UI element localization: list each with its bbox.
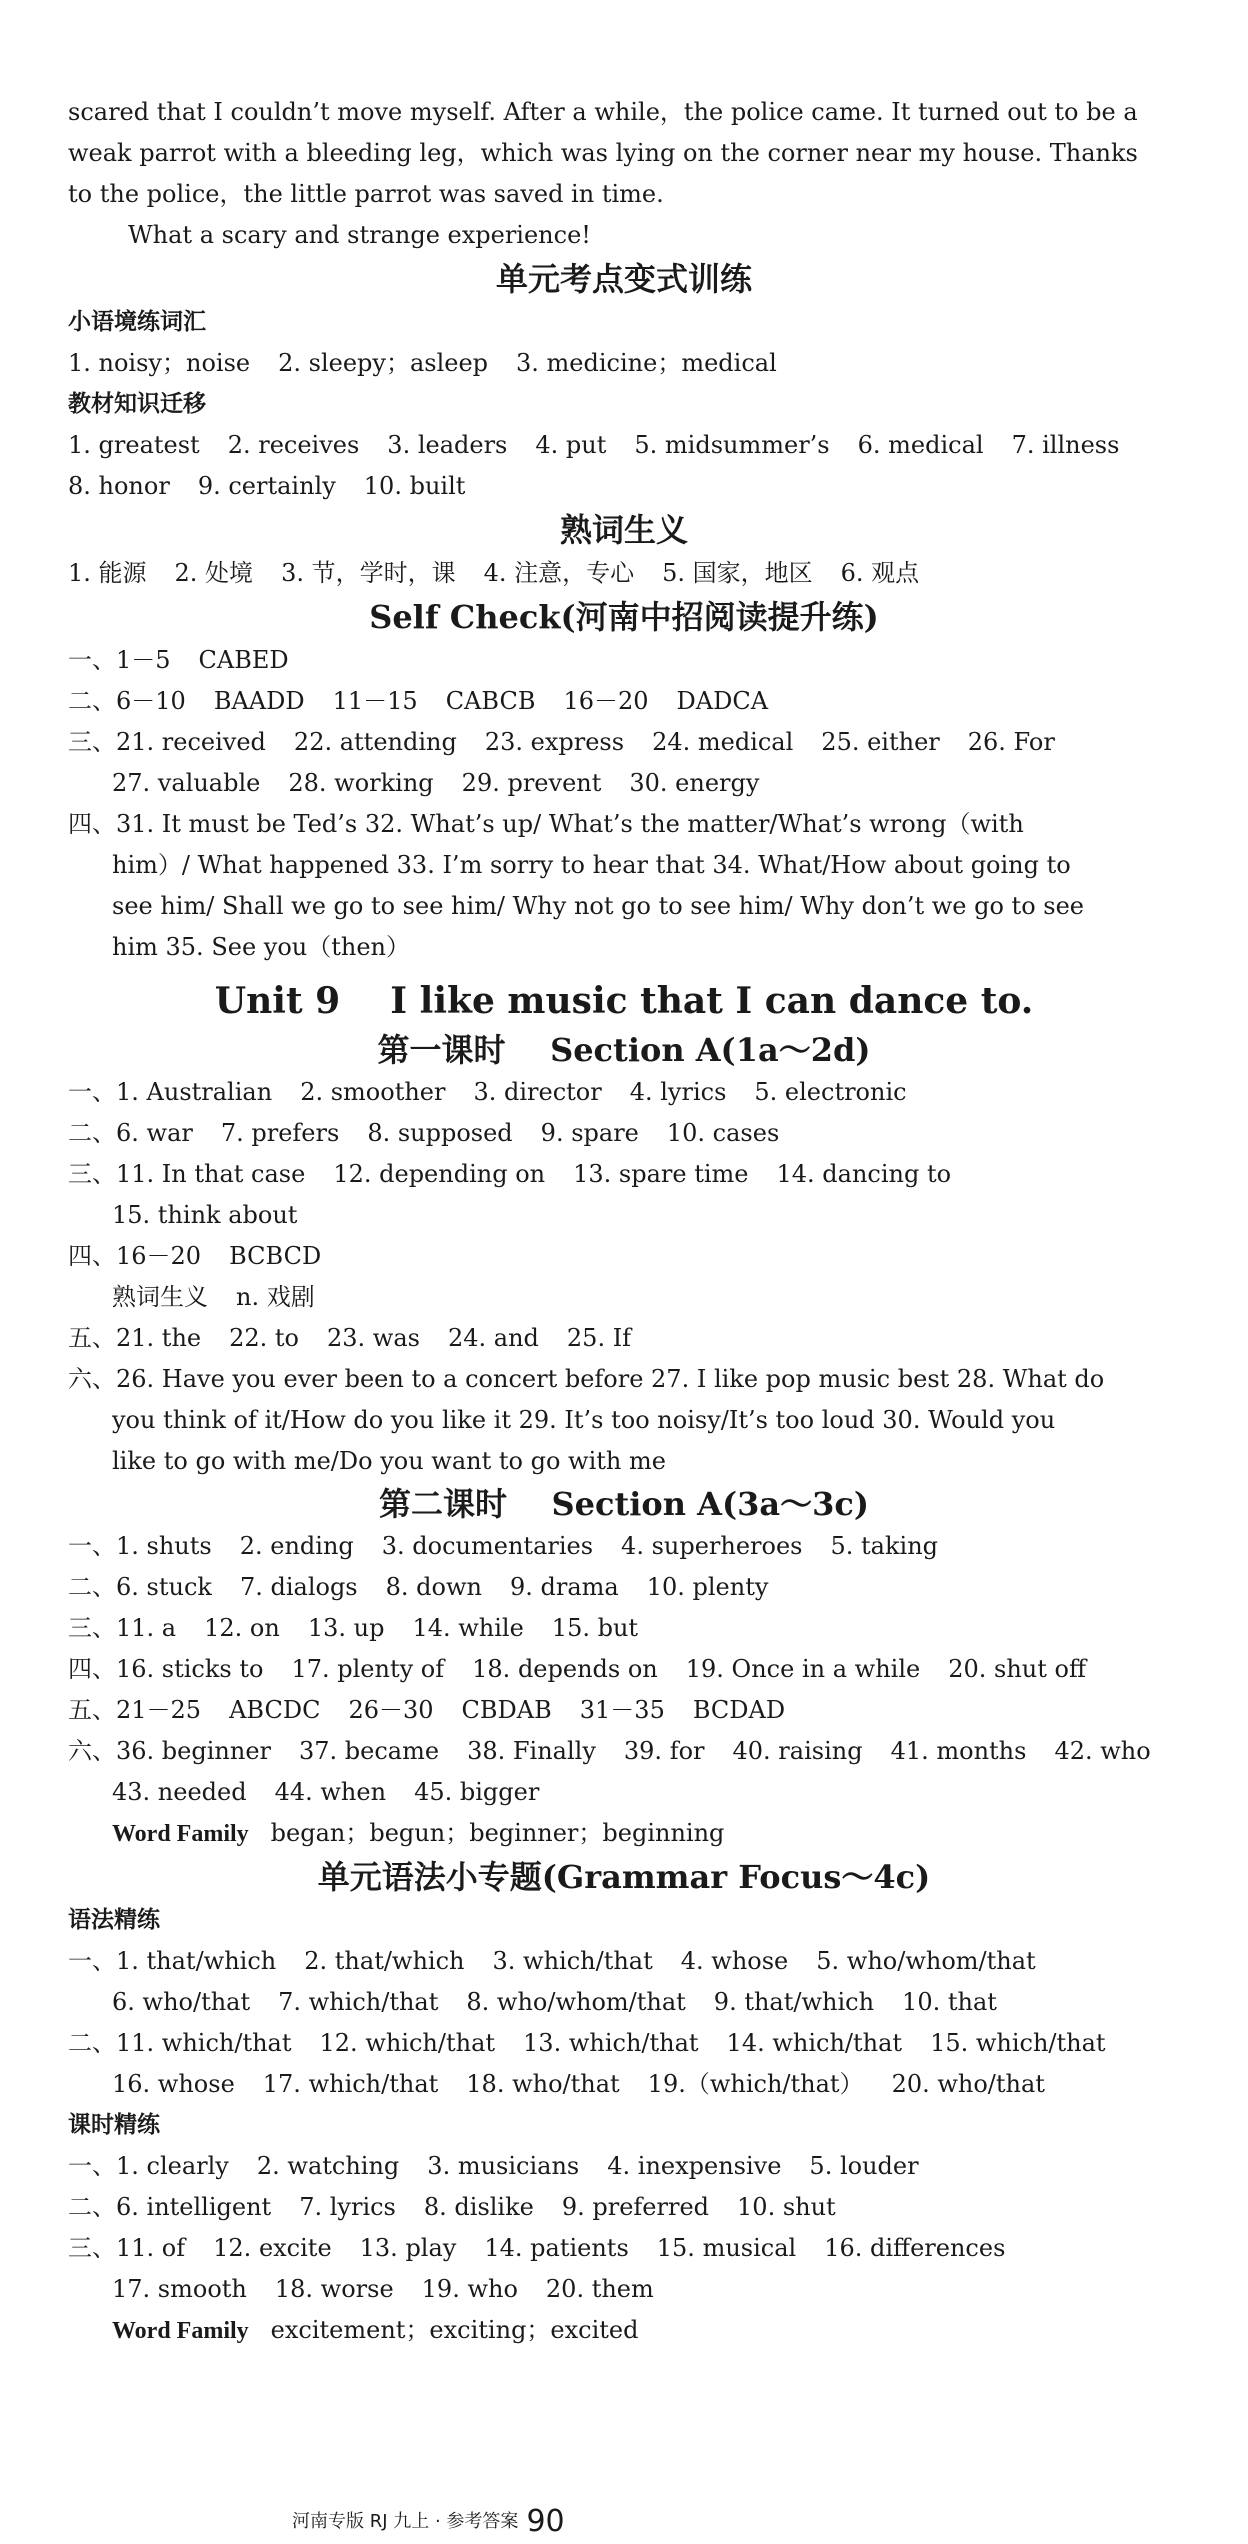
subheading: 语法精练 bbox=[68, 1907, 160, 1933]
answer-line bbox=[68, 763, 1180, 804]
answer-item: 44. when bbox=[274, 1778, 387, 1806]
answer-line: 四、31. It must be Ted’s 32. What’s up/ What’s the matter/What’s wrong（with bbox=[68, 810, 1024, 838]
answer-item: 5. taking bbox=[830, 1532, 939, 1560]
word-family-text: began；begun；beginner；beginning bbox=[270, 1819, 725, 1847]
answer-line bbox=[68, 2146, 1180, 2187]
answer-item: 18. who/that bbox=[466, 2070, 620, 2098]
answer-item: 8. who/whom/that bbox=[466, 1988, 686, 2016]
answer-line bbox=[68, 1154, 1180, 1195]
answer-line bbox=[68, 1649, 1180, 1690]
answer-line: him）/ What happened 33. I’m sorry to hear that 34. What/How about going to bbox=[112, 851, 1071, 879]
answer-item: 18. worse bbox=[274, 2275, 394, 2303]
answer-item: 23. was bbox=[327, 1324, 420, 1352]
answer-item: 2. sleepy；asleep bbox=[278, 349, 489, 377]
answer-item: 5. electronic bbox=[754, 1078, 907, 1106]
answer-item: 1. greatest bbox=[68, 431, 200, 459]
answer-item: 13. which/that bbox=[523, 2029, 699, 2057]
lesson-title: 第二课时 Section A(3a～3c) bbox=[378, 1485, 870, 1523]
answer-item: 22. attending bbox=[293, 728, 457, 756]
answer-line bbox=[68, 1567, 1180, 1608]
section-title-self-check: Self Check(河南中招阅读提升练) bbox=[369, 598, 879, 636]
answer-item: 10. built bbox=[363, 472, 466, 500]
word-family-line bbox=[68, 1813, 1180, 1854]
answer-item: 9. drama bbox=[509, 1573, 619, 1601]
answer-item: 38. Finally bbox=[467, 1737, 596, 1765]
answer-item: 五、21－25 bbox=[68, 1696, 202, 1724]
subheading: 小语境练词汇 bbox=[68, 309, 206, 335]
word-family-text: excitement；exciting；excited bbox=[270, 2316, 639, 2344]
answer-item: 13. up bbox=[307, 1614, 385, 1642]
answer-item: 45. bigger bbox=[414, 1778, 540, 1806]
answer-item: 31－35 bbox=[579, 1696, 665, 1724]
answer-item: BAADD bbox=[213, 687, 305, 715]
answer-item: 19. who bbox=[421, 2275, 518, 2303]
answer-line bbox=[68, 2064, 1180, 2105]
answer-item: 4. superheroes bbox=[621, 1532, 803, 1560]
answer-item: 8. dislike bbox=[423, 2193, 534, 2221]
answer-item: 3. medicine；medical bbox=[516, 349, 777, 377]
answer-line: 15. think about bbox=[112, 1201, 298, 1229]
answer-item: 7. dialogs bbox=[239, 1573, 358, 1601]
answer-item: 37. became bbox=[299, 1737, 440, 1765]
answer-item: 一、1. that/which bbox=[68, 1947, 277, 1975]
answer-item: BCBCD bbox=[229, 1242, 322, 1270]
answer-item: 10. plenty bbox=[646, 1573, 769, 1601]
word-family-line bbox=[68, 2310, 1180, 2351]
answer-item: 二、6. intelligent bbox=[68, 2193, 272, 2221]
intro-line: to the police，the little parrot was saved in time. bbox=[68, 180, 664, 208]
answer-item: 25. either bbox=[821, 728, 940, 756]
answer-item: 二、11. which/that bbox=[68, 2029, 292, 2057]
answer-item: 14. dancing to bbox=[776, 1160, 952, 1188]
answer-item: 15. musical bbox=[656, 2234, 797, 2262]
answer-item: 18. depends on bbox=[472, 1655, 658, 1683]
answer-line: like to go with me/Do you want to go with me bbox=[112, 1447, 666, 1475]
answer-item: 8. supposed bbox=[367, 1119, 513, 1147]
answer-item: 16. differences bbox=[824, 2234, 1006, 2262]
answer-line bbox=[68, 1731, 1180, 1772]
answer-item: 2. that/which bbox=[304, 1947, 465, 1975]
answer-item: 2. receives bbox=[227, 431, 360, 459]
answer-line: you think of it/How do you like it 29. It’s too noisy/It’s too loud 30. Would you bbox=[112, 1406, 1056, 1434]
answer-item: 28. working bbox=[288, 769, 434, 797]
answer-line bbox=[68, 1236, 1180, 1277]
answer-item: 27. valuable bbox=[112, 769, 261, 797]
answer-item: CABCB bbox=[445, 687, 536, 715]
answer-item: 23. express bbox=[484, 728, 625, 756]
answer-item: DADCA bbox=[676, 687, 769, 715]
answer-item: 2. smoother bbox=[300, 1078, 446, 1106]
answer-item: 3. leaders bbox=[387, 431, 508, 459]
answer-line: see him/ Shall we go to see him/ Why not go to see him/ Why don’t we go to see bbox=[112, 892, 1084, 920]
intro-line: What a scary and strange experience! bbox=[128, 221, 591, 249]
answer-item: 4. put bbox=[535, 431, 607, 459]
answer-item: 16－20 bbox=[563, 687, 649, 715]
word-family-label: Word Family bbox=[112, 2318, 249, 2344]
answer-item: 17. which/that bbox=[262, 2070, 439, 2098]
answer-item: 42. who bbox=[1054, 1737, 1151, 1765]
lesson-title: 第一课时 Section A(1a～2d) bbox=[377, 1031, 871, 1069]
answer-item: 6. 观点 bbox=[840, 559, 920, 587]
answer-line bbox=[68, 640, 1180, 681]
answer-item: 3. which/that bbox=[492, 1947, 653, 1975]
subheading: 教材知识迁移 bbox=[68, 391, 206, 417]
answer-item: 三、11. a bbox=[68, 1614, 177, 1642]
answer-item: ABCDC bbox=[229, 1696, 321, 1724]
intro-line: scared that I couldn’t move myself. After a while，the police came. It turned out to be a bbox=[68, 98, 1138, 126]
answer-line bbox=[68, 722, 1180, 763]
answer-item: 24. medical bbox=[652, 728, 794, 756]
answer-line bbox=[68, 425, 1180, 466]
answer-item: 20. them bbox=[545, 2275, 654, 2303]
answer-item: 26－30 bbox=[348, 1696, 434, 1724]
answer-line bbox=[68, 553, 1180, 594]
answer-item: 5. who/whom/that bbox=[816, 1947, 1036, 1975]
answer-item: 4. whose bbox=[680, 1947, 789, 1975]
answer-line bbox=[68, 2228, 1180, 2269]
answer-item: 一、1. shuts bbox=[68, 1532, 212, 1560]
answer-item: 3. musicians bbox=[427, 2152, 580, 2180]
answer-item: n. 戏剧 bbox=[236, 1283, 315, 1311]
answer-item: 14. while bbox=[412, 1614, 524, 1642]
answer-item: CBDAB bbox=[461, 1696, 552, 1724]
answer-item: 16. whose bbox=[112, 2070, 235, 2098]
section-title-shuci: 熟词生义 bbox=[559, 511, 688, 549]
answer-item: 13. spare time bbox=[573, 1160, 749, 1188]
answer-item: 10. shut bbox=[737, 2193, 836, 2221]
answer-item: 二、6－10 bbox=[68, 687, 186, 715]
answer-item: 7. lyrics bbox=[299, 2193, 396, 2221]
answer-item: 17. smooth bbox=[112, 2275, 247, 2303]
answer-item: 24. and bbox=[447, 1324, 539, 1352]
answer-item: 15. which/that bbox=[930, 2029, 1106, 2057]
section-title-grammar: 单元语法小专题(Grammar Focus～4c) bbox=[317, 1858, 931, 1896]
answer-item: 14. patients bbox=[484, 2234, 629, 2262]
answer-item: 四、16－20 bbox=[68, 1242, 202, 1270]
answer-item: 41. months bbox=[890, 1737, 1027, 1765]
answer-line bbox=[68, 681, 1180, 722]
answer-item: 29. prevent bbox=[461, 769, 602, 797]
answer-item: 1. 能源 bbox=[68, 559, 147, 587]
answer-item: 5. midsummer’s bbox=[634, 431, 830, 459]
footer-text: 河南专版 RJ 九上 · 参考答案 bbox=[292, 2511, 519, 2532]
answer-item: 四、16. sticks to bbox=[68, 1655, 264, 1683]
answer-item: 12. depending on bbox=[333, 1160, 546, 1188]
page-number: 90 bbox=[526, 2504, 565, 2539]
answer-item: CABED bbox=[198, 646, 289, 674]
answer-item: 3. 节，学时，课 bbox=[281, 559, 456, 587]
answer-item: 9. that/which bbox=[713, 1988, 875, 2016]
answer-item: 9. preferred bbox=[561, 2193, 710, 2221]
answer-line: 六、26. Have you ever been to a concert before 27. I like pop music best 28. What do bbox=[68, 1365, 1105, 1393]
answer-item: 1. noisy；noise bbox=[68, 349, 251, 377]
answer-line bbox=[68, 2023, 1180, 2064]
answer-line bbox=[68, 1608, 1180, 1649]
answer-item: 9. certainly bbox=[197, 472, 336, 500]
answer-line bbox=[68, 1690, 1180, 1731]
section-title-unit-review: 单元考点变式训练 bbox=[495, 260, 752, 298]
intro-line: weak parrot with a bleeding leg，which was lying on the corner near my house. Thanks bbox=[68, 139, 1138, 167]
answer-line bbox=[68, 1772, 1180, 1813]
answer-item: 五、21. the bbox=[68, 1324, 202, 1352]
answer-item: 4. 注意，专心 bbox=[483, 559, 635, 587]
answer-item: 3. documentaries bbox=[381, 1532, 594, 1560]
answer-item: 20. shut off bbox=[948, 1655, 1087, 1683]
word-family-label: Word Family bbox=[112, 1821, 249, 1847]
shuci-label: 熟词生义 bbox=[112, 1283, 208, 1311]
answer-item: 30. energy bbox=[629, 769, 760, 797]
answer-item: 13. play bbox=[359, 2234, 457, 2262]
answer-line bbox=[68, 2269, 1180, 2310]
answer-line bbox=[68, 466, 1180, 507]
answer-item: 9. spare bbox=[540, 1119, 639, 1147]
answer-item: 8. down bbox=[385, 1573, 482, 1601]
answer-line bbox=[68, 1941, 1180, 1982]
answer-line bbox=[68, 1113, 1180, 1154]
answer-item: 3. director bbox=[473, 1078, 602, 1106]
answer-item: 三、21. received bbox=[68, 728, 266, 756]
answer-item: 19. Once in a while bbox=[685, 1655, 921, 1683]
answer-item: 一、1－5 bbox=[68, 646, 171, 674]
answer-item: 12. which/that bbox=[319, 2029, 496, 2057]
answer-item: 17. plenty of bbox=[291, 1655, 445, 1683]
answer-line bbox=[68, 343, 1180, 384]
answer-item: BCDAD bbox=[692, 1696, 786, 1724]
answer-item: 4. lyrics bbox=[629, 1078, 727, 1106]
answer-item: 5. louder bbox=[809, 2152, 919, 2180]
answer-item: 26. For bbox=[967, 728, 1055, 756]
answer-item: 六、36. beginner bbox=[68, 1737, 271, 1765]
answer-line bbox=[68, 1318, 1180, 1359]
answer-line bbox=[68, 1982, 1180, 2023]
subheading: 课时精练 bbox=[68, 2112, 160, 2138]
answer-line bbox=[68, 1277, 1180, 1318]
answer-line bbox=[68, 1072, 1180, 1113]
answer-item: 15. but bbox=[551, 1614, 639, 1642]
answer-item: 19.（which/that） bbox=[647, 2070, 864, 2098]
answer-item: 二、6. stuck bbox=[68, 1573, 212, 1601]
answer-item: 10. cases bbox=[666, 1119, 780, 1147]
answer-item: 5. 国家，地区 bbox=[662, 559, 813, 587]
answer-item: 10. that bbox=[902, 1988, 997, 2016]
answer-item: 三、11. of bbox=[68, 2234, 186, 2262]
answer-item: 2. watching bbox=[256, 2152, 400, 2180]
answer-line: him 35. See you（then） bbox=[112, 933, 411, 961]
answer-item: 25. If bbox=[566, 1324, 632, 1352]
answer-item: 20. who/that bbox=[891, 2070, 1045, 2098]
answer-item: 7. prefers bbox=[220, 1119, 340, 1147]
answer-item: 三、11. In that case bbox=[68, 1160, 306, 1188]
unit-title: Unit 9 I like music that I can dance to. bbox=[214, 980, 1034, 1022]
answer-item: 一、1. Australian bbox=[68, 1078, 273, 1106]
answer-item: 2. ending bbox=[239, 1532, 354, 1560]
answer-item: 7. illness bbox=[1011, 431, 1120, 459]
answer-item: 8. honor bbox=[68, 472, 170, 500]
answer-item: 14. which/that bbox=[726, 2029, 903, 2057]
answer-item: 6. medical bbox=[857, 431, 984, 459]
answer-line bbox=[68, 1526, 1180, 1567]
answer-item: 12. on bbox=[204, 1614, 280, 1642]
answer-item: 7. which/that bbox=[278, 1988, 439, 2016]
answer-item: 22. to bbox=[229, 1324, 299, 1352]
answer-item: 4. inexpensive bbox=[607, 2152, 782, 2180]
answer-line bbox=[68, 2187, 1180, 2228]
answer-item: 11－15 bbox=[332, 687, 418, 715]
page-content bbox=[68, 92, 1180, 2351]
answer-item: 39. for bbox=[623, 1737, 705, 1765]
answer-item: 2. 处境 bbox=[174, 559, 254, 587]
answer-item: 6. who/that bbox=[112, 1988, 251, 2016]
page-footer bbox=[292, 2504, 565, 2539]
answer-item: 一、1. clearly bbox=[68, 2152, 229, 2180]
answer-item: 40. raising bbox=[732, 1737, 863, 1765]
answer-item: 12. excite bbox=[213, 2234, 332, 2262]
answer-item: 二、6. war bbox=[68, 1119, 193, 1147]
answer-item: 43. needed bbox=[112, 1778, 247, 1806]
